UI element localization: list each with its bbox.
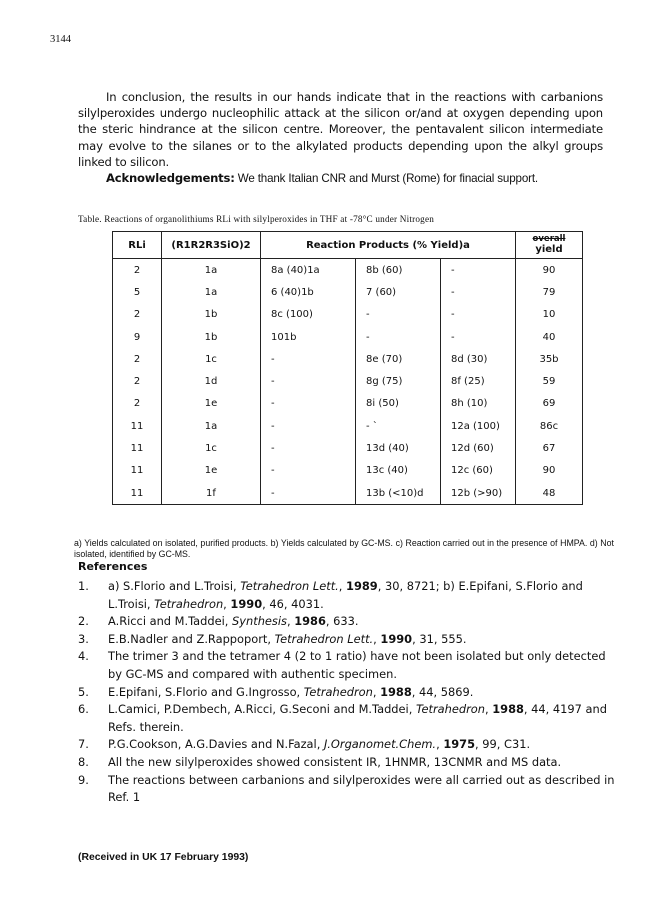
reference-number: 1. (78, 579, 89, 593)
reference-item (78, 578, 618, 613)
cell-rli: 11 (113, 415, 162, 437)
table-row (113, 281, 583, 303)
reference-item (78, 684, 618, 702)
table-row (113, 437, 583, 459)
header-products: Reaction Products (% Yield)a (261, 232, 516, 259)
reference-number: 9. (78, 772, 89, 787)
cell-product-2: 8i (50) (356, 393, 441, 415)
cell-overall: 69 (516, 393, 583, 415)
cell-peroxide: 1c (162, 437, 261, 459)
acknowledgements-label: Acknowledgements: (106, 171, 235, 186)
cell-product-2: 7 (60) (356, 281, 441, 303)
reference-text: , (223, 596, 231, 611)
reference-text: A.Ricci and M.Taddei, (108, 614, 233, 629)
reference-text: Tetrahedron (415, 702, 485, 717)
page-number: 3144 (50, 34, 71, 45)
cell-rli: 11 (113, 460, 162, 482)
cell-overall: 10 (516, 304, 583, 326)
reference-text: 1990 (380, 631, 413, 646)
cell-peroxide: 1a (162, 259, 261, 282)
header-peroxide: (R1R2R3SiO)2 (162, 232, 261, 259)
reference-item (78, 701, 618, 736)
cell-peroxide: 1d (162, 370, 261, 392)
reference-text: , (372, 684, 381, 699)
reference-text: Tetrahedron Lett. (240, 579, 339, 593)
cell-product-2: 8g (75) (356, 370, 441, 392)
cell-rli: 2 (113, 393, 162, 415)
cell-product-1: - (261, 348, 356, 370)
reference-text: , (436, 737, 444, 752)
reference-text: J.Organomet.Chem. (323, 737, 437, 752)
cell-overall: 35b (516, 348, 583, 370)
reference-text: Tetrahedron Lett. (274, 631, 374, 646)
cell-product-3: - (441, 259, 516, 282)
table-row (113, 348, 583, 370)
table-row (113, 259, 583, 282)
reference-text: 1988 (492, 702, 524, 717)
table-row (113, 393, 583, 415)
cell-product-3: - (441, 281, 516, 303)
reference-text: 1975 (443, 737, 476, 752)
reference-item (78, 613, 618, 631)
table-row (113, 460, 583, 482)
received-date: (Received in UK 17 February 1993) (78, 852, 249, 863)
cell-product-1: - (261, 437, 356, 459)
reference-text: Tetrahedron (303, 684, 373, 699)
reference-item (78, 736, 618, 754)
conclusion-paragraph: In conclusion, the results in our hands indicate that in the reactions with carbanions silylperoxides undergo nucleophilic attack at the silicon or/and at oxygen depending upon the steric hindrance at the silicon centre. Moreover, the pentavalent silicon intermediate may evolve to the silanes or to the alkylated products depending upon the alkyl groups linked to silicon. (78, 90, 603, 169)
acknowledgements-text: We thank Italian CNR and Murst (Rome) for finacial support. (237, 172, 538, 186)
reference-text: , 99, C31. (475, 737, 531, 752)
cell-product-3: 12d (60) (441, 437, 516, 459)
reference-text: All the new silylperoxides showed consistent IR, (108, 754, 385, 769)
cell-overall: 90 (516, 460, 583, 482)
table-row (113, 304, 583, 326)
table-row (113, 415, 583, 437)
cell-peroxide: 1a (162, 415, 261, 437)
cell-rli: 9 (113, 326, 162, 348)
table-footnotes: a) Yields calculated on isolated, purified products. b) Yields calculated by GC-MS. c) Reaction carried out in the presence of HMPA. d) Not isolated, identified by GC-MS. (74, 538, 614, 559)
reference-number: 4. (78, 649, 89, 664)
cell-product-1: - (261, 370, 356, 392)
header-rli: RLi (113, 232, 162, 259)
cell-product-1: - (261, 460, 356, 482)
header-overall-yield (516, 232, 583, 259)
cell-overall: 90 (516, 259, 583, 282)
reference-text: , 44, 5869. (411, 684, 474, 699)
cell-product-2: 13c (40) (356, 460, 441, 482)
header-yield: yield (535, 244, 563, 255)
cell-rli: 2 (113, 348, 162, 370)
cell-product-3: 8f (25) (441, 370, 516, 392)
reactions-table (112, 231, 583, 505)
cell-rli: 2 (113, 259, 162, 282)
reference-text: 1988 (380, 684, 412, 699)
reference-item (78, 772, 618, 807)
reference-text: , (338, 579, 347, 593)
table-row (113, 482, 583, 505)
reference-text: E.B.Nadler and Z.Rappoport, (108, 631, 275, 646)
reference-text: a) S.Florio and L.Troisi, (108, 579, 241, 593)
cell-product-3: 12c (60) (441, 460, 516, 482)
reference-text: and MS data. (482, 754, 562, 769)
table-body (113, 259, 583, 505)
table-caption: Table. Reactions of organolithiums RLi with silylperoxides in THF at -78°C under Nitrogen (78, 214, 435, 224)
cell-rli: 11 (113, 482, 162, 505)
header-overall-struck: overall (532, 234, 566, 244)
reference-text: 1989 (346, 579, 378, 593)
cell-product-3: - (441, 304, 516, 326)
reference-text: 1HNMR, 13CNMR (384, 754, 483, 769)
cell-product-3: 8d (30) (441, 348, 516, 370)
reference-text: , 46, 4031. (262, 596, 324, 611)
cell-overall: 48 (516, 482, 583, 505)
cell-product-2: 13d (40) (356, 437, 441, 459)
cell-overall: 79 (516, 281, 583, 303)
cell-peroxide: 1e (162, 460, 261, 482)
cell-product-1: 101b (261, 326, 356, 348)
reference-text: , 31, 555. (412, 631, 467, 646)
cell-peroxide: 1b (162, 326, 261, 348)
reference-item (78, 648, 618, 683)
reference-number: 2. (78, 614, 89, 629)
cell-peroxide: 1f (162, 482, 261, 505)
cell-overall: 67 (516, 437, 583, 459)
reference-text: Synthesis (232, 614, 287, 629)
table-row (113, 326, 583, 348)
cell-product-3: 12b (>90) (441, 482, 516, 505)
cell-peroxide: 1c (162, 348, 261, 370)
cell-product-1: - (261, 482, 356, 505)
reference-number: 3. (78, 631, 89, 646)
cell-rli: 2 (113, 304, 162, 326)
cell-overall: 40 (516, 326, 583, 348)
reference-text: Tetrahedron (154, 596, 224, 611)
cell-overall: 59 (516, 370, 583, 392)
references-heading: References (78, 560, 148, 573)
conclusion-section (78, 89, 603, 187)
reference-text: P.G.Cookson, A.G.Davies and N.Fazal, (108, 737, 324, 752)
cell-product-1: - (261, 393, 356, 415)
reference-text: , (484, 702, 493, 717)
cell-rli: 2 (113, 370, 162, 392)
reference-text: , 30, 8721; b) E.Epifani, S.Florio and L.Troisi, (108, 579, 583, 611)
cell-product-2: 8b (60) (356, 259, 441, 282)
cell-product-2: - ` (356, 415, 441, 437)
reference-text: , (373, 631, 381, 646)
acknowledgements (78, 170, 603, 187)
cell-product-2: - (356, 326, 441, 348)
cell-peroxide: 1e (162, 393, 261, 415)
reference-text: The trimer 3 and the tetramer 4 (2 to 1 ratio) have not been isolated but only detected by GC-MS and compared with authentic specimen. (108, 649, 606, 681)
cell-product-1: - (261, 415, 356, 437)
cell-product-1: 8c (100) (261, 304, 356, 326)
references-list (78, 578, 618, 807)
cell-product-3: 8h (10) (441, 393, 516, 415)
reference-text: L.Camici, P.Dembech, A.Ricci, G.Seconi and M.Taddei, (108, 702, 416, 717)
cell-product-1: 8a (40)1a (261, 259, 356, 282)
table-row (113, 370, 583, 392)
reference-number: 6. (78, 702, 89, 717)
reference-number: 5. (78, 684, 89, 699)
reference-item (78, 631, 618, 649)
reference-item (78, 754, 618, 772)
cell-product-2: - (356, 304, 441, 326)
cell-product-2: 13b (<10)d (356, 482, 441, 505)
reference-text: The reactions between carbanions and silylperoxides were all carried out as described in Ref. 1 (108, 772, 615, 805)
reference-text: E.Epifani, S.Florio and G.Ingrosso, (108, 684, 304, 699)
cell-peroxide: 1b (162, 304, 261, 326)
reference-text: 1990 (230, 596, 263, 611)
cell-rli: 11 (113, 437, 162, 459)
reference-text: 1986 (294, 614, 326, 629)
reference-number: 8. (78, 754, 89, 769)
reference-text: , 44, 4197 and Refs. therein. (108, 702, 607, 734)
cell-peroxide: 1a (162, 281, 261, 303)
reference-text: , (286, 614, 295, 629)
reference-number: 7. (78, 737, 89, 752)
cell-product-1: 6 (40)1b (261, 281, 356, 303)
cell-product-3: 12a (100) (441, 415, 516, 437)
cell-overall: 86c (516, 415, 583, 437)
cell-product-3: - (441, 326, 516, 348)
cell-product-2: 8e (70) (356, 348, 441, 370)
cell-rli: 5 (113, 281, 162, 303)
table-header-row (113, 232, 583, 259)
reference-text: , 633. (325, 614, 359, 629)
